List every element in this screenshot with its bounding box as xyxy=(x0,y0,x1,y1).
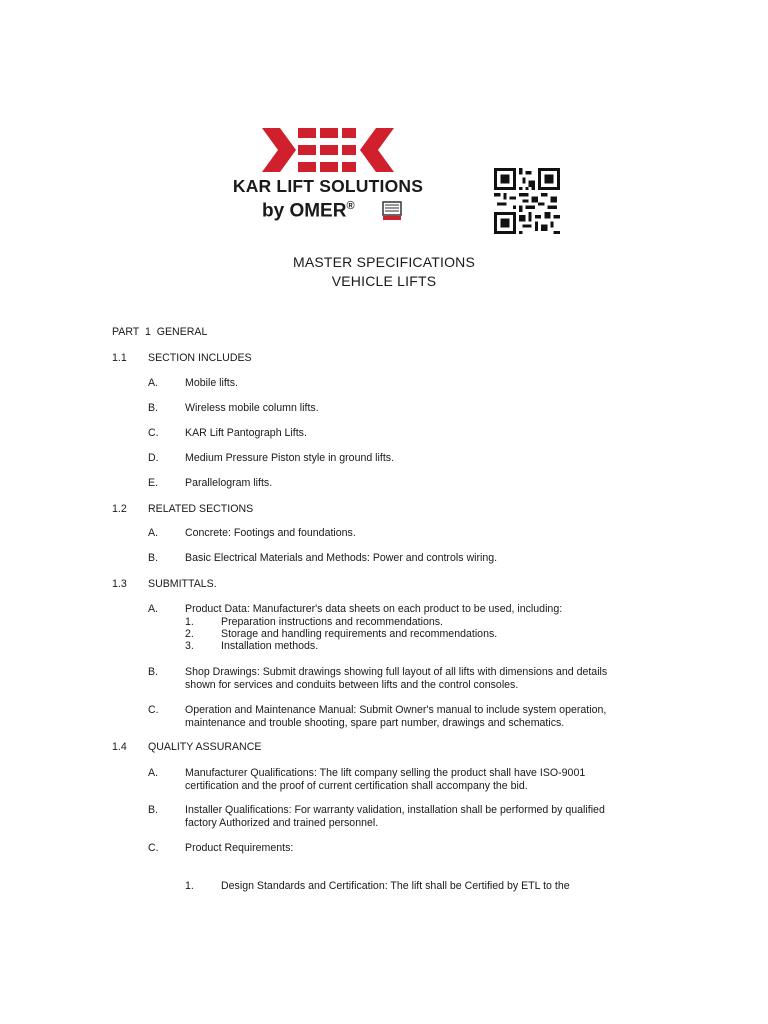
item-text: Installer Qualifications: For warranty validation, installation shall be performed by qualified xyxy=(185,804,605,816)
part-heading: PART 1 GENERAL xyxy=(112,326,208,338)
subitem-number: 1. xyxy=(185,616,194,628)
document-subtitle: VEHICLE LIFTS xyxy=(331,273,437,289)
subitem-number: 1. xyxy=(185,880,194,892)
item-text: Operation and Maintenance Manual: Submit Owner's manual to include system operation, xyxy=(185,704,607,716)
section-number: 1.3 xyxy=(112,578,127,590)
subitem-number: 2. xyxy=(185,628,194,640)
item-text: Shop Drawings: Submit drawings showing full layout of all lifts with dimensions and details xyxy=(185,666,608,678)
registered-mark: ® xyxy=(346,200,355,212)
item-text: factory Authorized and trained personnel. xyxy=(185,817,379,829)
item-text: Product Requirements: xyxy=(185,842,294,854)
item-letter: B. xyxy=(148,666,159,678)
item-text: shown for services and conduits between lifts and the control consoles. xyxy=(185,679,519,691)
subitem-number: 3. xyxy=(185,640,194,652)
section-title: QUALITY ASSURANCE xyxy=(148,741,262,753)
item-letter: A. xyxy=(148,527,159,539)
item-text: Product Data: Manufacturer's data sheets on each product to be used, including: xyxy=(185,603,563,615)
item-text: Medium Pressure Piston style in ground lifts. xyxy=(185,452,395,464)
section-title: RELATED SECTIONS xyxy=(148,503,254,515)
omer-emblem-icon xyxy=(382,201,402,221)
item-text: Basic Electrical Materials and Methods: Power and controls wiring. xyxy=(185,552,498,564)
item-text: maintenance and trouble shooting, spare part number, drawings and schematics. xyxy=(185,717,565,729)
section-title: SUBMITTALS. xyxy=(148,578,217,590)
item-text: Mobile lifts. xyxy=(185,377,238,389)
item-text: Concrete: Footings and foundations. xyxy=(185,527,356,539)
subitem-text: Preparation instructions and recommendations. xyxy=(221,616,443,628)
item-letter: D. xyxy=(148,452,159,464)
item-letter: E. xyxy=(148,477,159,489)
item-text: Wireless mobile column lifts. xyxy=(185,402,319,414)
company-by: by OMER xyxy=(262,200,347,222)
kar-chevron-logo-icon xyxy=(262,128,394,172)
subitem-text: Installation methods. xyxy=(221,640,319,652)
item-letter: B. xyxy=(148,402,159,414)
subitem-text: Storage and handling requirements and recommendations. xyxy=(221,628,498,640)
item-letter: C. xyxy=(148,427,159,439)
company-logo xyxy=(218,124,438,224)
section-number: 1.4 xyxy=(112,741,127,753)
item-letter: C. xyxy=(148,704,159,716)
section-title: SECTION INCLUDES xyxy=(148,352,252,364)
item-letter: A. xyxy=(148,603,159,615)
section-number: 1.1 xyxy=(112,352,127,364)
item-text: certification and the proof of current certification shall accompany the bid. xyxy=(185,780,528,792)
item-text: KAR Lift Pantograph Lifts. xyxy=(185,427,307,439)
item-letter: B. xyxy=(148,804,159,816)
item-text: Manufacturer Qualifications: The lift company selling the product shall have ISO-9001 xyxy=(185,767,586,779)
company-by-line xyxy=(262,200,355,222)
document-title: MASTER SPECIFICATIONS xyxy=(292,254,476,270)
item-letter: B. xyxy=(148,552,159,564)
qr-code-icon xyxy=(494,168,560,234)
item-text: Parallelogram lifts. xyxy=(185,477,273,489)
section-number: 1.2 xyxy=(112,503,127,515)
subitem-text: Design Standards and Certification: The lift shall be Certified by ETL to the xyxy=(221,880,570,892)
item-letter: C. xyxy=(148,842,159,854)
item-letter: A. xyxy=(148,767,159,779)
company-name: KAR LIFT SOLUTIONS xyxy=(232,176,424,196)
item-letter: A. xyxy=(148,377,159,389)
